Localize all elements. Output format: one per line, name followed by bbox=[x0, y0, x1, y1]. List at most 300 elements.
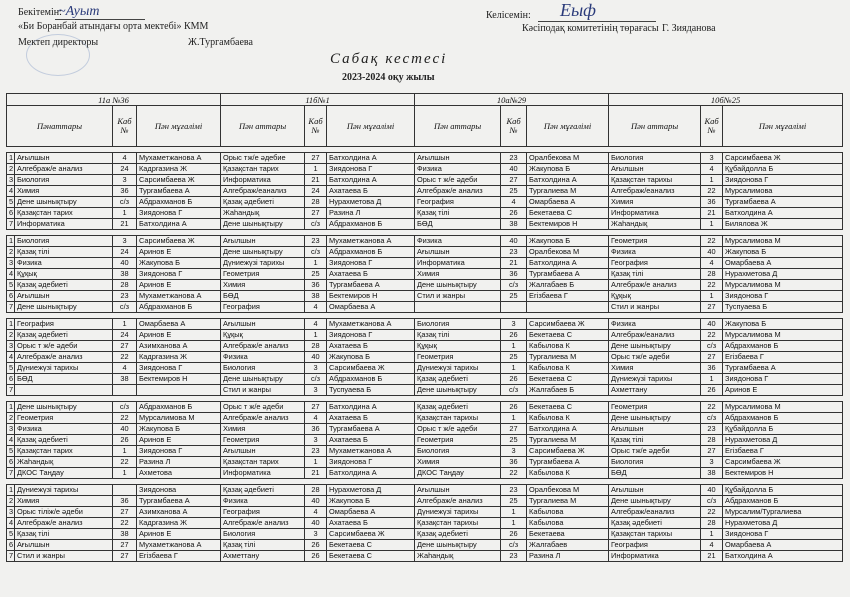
schedule-cell: Химия bbox=[609, 363, 701, 374]
room-cell: 22 bbox=[113, 413, 137, 424]
schedule-cell: БӨД bbox=[221, 291, 305, 302]
room-cell: 22 bbox=[113, 457, 137, 468]
schedule-cell: Дүниежүзі тарихы bbox=[15, 485, 113, 496]
room-cell: 27 bbox=[501, 424, 527, 435]
schedule-cell: Абдрахманов Б bbox=[723, 341, 843, 352]
schedule-cell: Биология bbox=[221, 529, 305, 540]
schedule-cell: География bbox=[221, 507, 305, 518]
union-label: Кәсіподақ комитетінің төрағасы bbox=[522, 23, 659, 34]
schedule-cell: Алгебраж/е анализ bbox=[15, 164, 113, 175]
schedule-cell: Зиядонова Г bbox=[723, 374, 843, 385]
schedule-cell: Ахатаева Б bbox=[327, 186, 415, 197]
schedule-cell: Ахатаева Б bbox=[327, 341, 415, 352]
room-cell: 3 bbox=[501, 319, 527, 330]
room-cell: 3 bbox=[113, 175, 137, 186]
schedule-cell: Бекетаева С bbox=[527, 208, 609, 219]
lesson-row bbox=[7, 435, 843, 446]
lesson-number: 1 bbox=[7, 236, 15, 247]
schedule-cell: Егізбаева Г bbox=[723, 352, 843, 363]
room-cell: 22 bbox=[701, 186, 723, 197]
schedule-cell: Қазақстан тарих bbox=[221, 164, 305, 175]
lesson-row bbox=[7, 341, 843, 352]
schedule-cell: Омарбаева А bbox=[327, 507, 415, 518]
room-cell: 26 bbox=[701, 385, 723, 396]
room-cell: 27 bbox=[305, 153, 327, 164]
room-cell: 23 bbox=[305, 446, 327, 457]
room-cell: 3 bbox=[501, 446, 527, 457]
schedule-cell: Абдрахманов Б bbox=[723, 413, 843, 424]
schedule-cell: Дене шынықтыру bbox=[15, 302, 113, 313]
room-cell: с/з bbox=[305, 247, 327, 258]
lesson-row bbox=[7, 446, 843, 457]
schedule-cell: Абдрахманов Б bbox=[137, 302, 221, 313]
schedule-cell: Информатика bbox=[609, 551, 701, 562]
schedule-cell: Мурсалимова М bbox=[137, 413, 221, 424]
schedule-cell: Бекетаева С bbox=[327, 551, 415, 562]
schedule-cell: Батхолдина А bbox=[137, 219, 221, 230]
lesson-row bbox=[7, 385, 843, 396]
room-cell: 25 bbox=[305, 269, 327, 280]
schedule-cell: Қазақстан тарихы bbox=[609, 529, 701, 540]
schedule-cell: Нурахметова Д bbox=[723, 269, 843, 280]
lesson-row bbox=[7, 457, 843, 468]
room-cell: 28 bbox=[701, 518, 723, 529]
schedule-cell: Тургамбаева А bbox=[327, 280, 415, 291]
room-cell: 27 bbox=[501, 175, 527, 186]
schedule-cell: БӨД bbox=[609, 468, 701, 479]
room-cell: 3 bbox=[701, 153, 723, 164]
lesson-row bbox=[7, 197, 843, 208]
schedule-cell: Бектемиров Н bbox=[327, 291, 415, 302]
schedule-cell: Абдрахманов Б bbox=[327, 219, 415, 230]
schedule-cell: Ахметтану bbox=[221, 551, 305, 562]
schedule-cell bbox=[137, 385, 221, 396]
schedule-cell: Кадргазина Ж bbox=[137, 164, 221, 175]
schedule-cell: Орыс т ж/е әдеби bbox=[221, 402, 305, 413]
schedule-cell: Жалгабаев bbox=[527, 540, 609, 551]
room-cell: 23 bbox=[501, 485, 527, 496]
room-cell: 26 bbox=[501, 529, 527, 540]
lesson-row bbox=[7, 352, 843, 363]
room-cell bbox=[501, 302, 527, 313]
room-cell: 4 bbox=[305, 413, 327, 424]
schedule-cell: Қазақ әдебиеті bbox=[221, 197, 305, 208]
schedule-cell: Батхолдина А bbox=[527, 424, 609, 435]
room-cell: 24 bbox=[113, 330, 137, 341]
schedule-cell: Қазақ әдебиеті bbox=[15, 435, 113, 446]
schedule-cell: Ахатаева Б bbox=[327, 518, 415, 529]
room-cell: 22 bbox=[501, 468, 527, 479]
schedule-cell: Туспуаева Б bbox=[327, 385, 415, 396]
schedule-cell: Жакупова Б bbox=[327, 496, 415, 507]
room-cell: с/з bbox=[113, 302, 137, 313]
lesson-row bbox=[7, 269, 843, 280]
schedule-cell: Туспуаева Б bbox=[723, 302, 843, 313]
schedule-cell: Батхолдина А bbox=[327, 175, 415, 186]
room-cell: 4 bbox=[305, 507, 327, 518]
schedule-cell: Зиядонова Г bbox=[137, 208, 221, 219]
schedule-cell: Аринов Е bbox=[723, 385, 843, 396]
lesson-row bbox=[7, 485, 843, 496]
schedule-cell: Қазақстан тарих bbox=[221, 457, 305, 468]
schedule-cell: Қазақ әдебиеті bbox=[15, 280, 113, 291]
room-cell: 28 bbox=[305, 485, 327, 496]
room-cell: 24 bbox=[113, 164, 137, 175]
lesson-number: 5 bbox=[7, 197, 15, 208]
room-cell: 40 bbox=[305, 518, 327, 529]
col-subject: Пәнаттары bbox=[7, 106, 113, 147]
room-cell: 1 bbox=[701, 529, 723, 540]
schedule-cell: Информатика bbox=[221, 175, 305, 186]
schedule-cell: Билялова Ж bbox=[723, 219, 843, 230]
schedule-cell: Мухаметжанова А bbox=[327, 319, 415, 330]
schedule-cell: Тургамбаева А bbox=[723, 197, 843, 208]
col-subject: Пән аттары bbox=[609, 106, 701, 147]
schedule-cell: Жаһандық bbox=[15, 457, 113, 468]
schedule-cell: Тургамбаева А bbox=[327, 424, 415, 435]
room-cell: с/з bbox=[113, 197, 137, 208]
room-cell: 27 bbox=[701, 302, 723, 313]
room-cell: 1 bbox=[305, 258, 327, 269]
schedule-cell: Стил и жанры bbox=[221, 385, 305, 396]
schedule-cell: География bbox=[415, 197, 501, 208]
room-cell: 36 bbox=[113, 186, 137, 197]
school-name: «Би Боранбай атындағы орта мектебі» КММ bbox=[18, 21, 209, 32]
schedule-cell: Дене шынықтыру bbox=[221, 247, 305, 258]
schedule-cell: Химия bbox=[415, 457, 501, 468]
schedule-cell: Орыс тж/е әдеби bbox=[609, 352, 701, 363]
schedule-cell: Ағылшын bbox=[415, 153, 501, 164]
room-cell: 26 bbox=[305, 540, 327, 551]
schedule-cell: Абдрахманов Б bbox=[723, 496, 843, 507]
schedule-cell: Ағылшын bbox=[609, 424, 701, 435]
schedule-cell: Зиядонова Г bbox=[327, 164, 415, 175]
timetable bbox=[6, 93, 843, 562]
room-cell: 1 bbox=[501, 413, 527, 424]
room-cell: 22 bbox=[701, 280, 723, 291]
lesson-row bbox=[7, 247, 843, 258]
schedule-cell: Батхолдина А bbox=[327, 402, 415, 413]
room-cell: 22 bbox=[701, 402, 723, 413]
schedule-cell: Құбайдолла Б bbox=[723, 485, 843, 496]
schedule-cell: Ағылшын bbox=[15, 291, 113, 302]
column-header-row bbox=[7, 106, 843, 147]
schedule-cell: Тургалиева М bbox=[527, 496, 609, 507]
room-cell: 3 bbox=[305, 363, 327, 374]
room-cell: 23 bbox=[701, 424, 723, 435]
schedule-cell: Жакупова Б bbox=[527, 164, 609, 175]
lesson-row bbox=[7, 540, 843, 551]
room-cell: 21 bbox=[305, 175, 327, 186]
schedule-cell: Физика bbox=[609, 319, 701, 330]
lesson-number: 6 bbox=[7, 457, 15, 468]
room-cell: 36 bbox=[305, 424, 327, 435]
class-header-row bbox=[7, 94, 843, 106]
schedule-cell: География bbox=[221, 302, 305, 313]
lesson-row bbox=[7, 402, 843, 413]
room-cell: 23 bbox=[501, 153, 527, 164]
room-cell: 1 bbox=[701, 374, 723, 385]
schedule-cell: Қазақ тілі bbox=[609, 269, 701, 280]
schedule-cell: Бекетаева С bbox=[327, 540, 415, 551]
schedule-cell: Дүниежүзі тарихы bbox=[415, 507, 501, 518]
room-cell: 21 bbox=[701, 551, 723, 562]
lesson-number: 7 bbox=[7, 468, 15, 479]
room-cell: 3 bbox=[305, 385, 327, 396]
lesson-number: 3 bbox=[7, 424, 15, 435]
schedule-cell: Бекетаева bbox=[527, 529, 609, 540]
schedule-cell: ДКОС Таңдау bbox=[15, 468, 113, 479]
col-cab: Каб № bbox=[501, 106, 527, 147]
room-cell: с/з bbox=[305, 219, 327, 230]
schedule-cell: Физика bbox=[415, 236, 501, 247]
schedule-cell: Алгебраж/е анализ bbox=[221, 413, 305, 424]
room-cell: 40 bbox=[305, 352, 327, 363]
schedule-cell: Сарсимбаева Ж bbox=[723, 457, 843, 468]
schedule-cell: Физика bbox=[415, 164, 501, 175]
room-cell: 24 bbox=[305, 186, 327, 197]
room-cell: 1 bbox=[501, 341, 527, 352]
room-cell: 23 bbox=[501, 247, 527, 258]
schedule-cell: Дүниежүзі тарихы bbox=[15, 363, 113, 374]
schedule-cell: Мухаметжанова А bbox=[137, 291, 221, 302]
room-cell: 1 bbox=[113, 208, 137, 219]
room-cell: 25 bbox=[501, 291, 527, 302]
lesson-number: 3 bbox=[7, 341, 15, 352]
room-cell: 22 bbox=[701, 507, 723, 518]
schedule-cell: Сарсимбаева Ж bbox=[327, 363, 415, 374]
schedule-cell: Алгебраж/е анализ bbox=[415, 186, 501, 197]
schedule-cell: Зиядонова Г bbox=[137, 363, 221, 374]
schedule-cell: Құқық bbox=[15, 269, 113, 280]
schedule-cell: БӨД bbox=[415, 219, 501, 230]
room-cell: 38 bbox=[305, 291, 327, 302]
room-cell: 40 bbox=[113, 424, 137, 435]
col-teacher: Пән мұғалімі bbox=[527, 106, 609, 147]
schedule-cell: Биология bbox=[221, 363, 305, 374]
room-cell: 21 bbox=[305, 468, 327, 479]
schedule-cell: Нурахметова Д bbox=[723, 435, 843, 446]
room-cell: 38 bbox=[701, 468, 723, 479]
schedule-cell: Жакупова Б bbox=[723, 247, 843, 258]
schedule-cell: Мурсалимова bbox=[723, 186, 843, 197]
col-cab: Каб № bbox=[305, 106, 327, 147]
room-cell: 28 bbox=[305, 197, 327, 208]
schedule-cell: ДКОС Таңдау bbox=[415, 468, 501, 479]
lesson-row bbox=[7, 496, 843, 507]
schedule-cell: Стил и жанры bbox=[15, 551, 113, 562]
room-cell: 26 bbox=[501, 208, 527, 219]
room-cell: 21 bbox=[701, 208, 723, 219]
schedule-cell: Тургамбаева А bbox=[137, 186, 221, 197]
schedule-cell: Ағылшын bbox=[15, 540, 113, 551]
schedule-cell: Қазақ әдебиеті bbox=[221, 485, 305, 496]
room-cell: 3 bbox=[113, 236, 137, 247]
room-cell: 27 bbox=[113, 341, 137, 352]
lesson-row bbox=[7, 507, 843, 518]
lesson-row bbox=[7, 208, 843, 219]
schedule-cell: Химия bbox=[415, 269, 501, 280]
schedule-cell: Қазақ әдебиеті bbox=[415, 374, 501, 385]
schedule-cell: Батхолдина А bbox=[723, 208, 843, 219]
room-cell: 38 bbox=[113, 374, 137, 385]
col-cab: Каб № bbox=[701, 106, 723, 147]
schedule-cell: Қазақ тілі bbox=[415, 208, 501, 219]
schedule-cell: Геометрия bbox=[221, 435, 305, 446]
schedule-cell: Ағылшын bbox=[415, 485, 501, 496]
class-header: 10а№29 bbox=[415, 94, 609, 106]
schedule-cell: Сарсимбаева Ж bbox=[137, 175, 221, 186]
room-cell: 27 bbox=[701, 446, 723, 457]
schedule-cell: Қазақ тілі bbox=[15, 247, 113, 258]
room-cell: 27 bbox=[113, 507, 137, 518]
lesson-row bbox=[7, 363, 843, 374]
schedule-cell: Физика bbox=[221, 496, 305, 507]
room-cell: 1 bbox=[501, 518, 527, 529]
schedule-cell: Дене шынықтыру bbox=[415, 280, 501, 291]
col-teacher: Пән мұғалімі bbox=[723, 106, 843, 147]
schedule-cell: Алгебраж/е анализ bbox=[415, 496, 501, 507]
room-cell: 27 bbox=[305, 208, 327, 219]
room-cell: 25 bbox=[501, 186, 527, 197]
schedule-cell: Жакупова Б bbox=[137, 424, 221, 435]
schedule-cell: Ахатаева Б bbox=[327, 413, 415, 424]
schedule-cell: Жакупова Б bbox=[327, 352, 415, 363]
schedule-cell: Егізбаева Г bbox=[527, 291, 609, 302]
union-signature: Еыф bbox=[560, 0, 596, 20]
lesson-number: 5 bbox=[7, 446, 15, 457]
schedule-cell: Разина Л bbox=[137, 457, 221, 468]
schedule-cell: Геометрия bbox=[415, 435, 501, 446]
schedule-cell: Құбайдолла Б bbox=[723, 164, 843, 175]
schedule-cell: Геометрия bbox=[15, 413, 113, 424]
schedule-cell: Кабылова bbox=[527, 518, 609, 529]
room-cell: 4 bbox=[113, 363, 137, 374]
schedule-cell: Жаһандық bbox=[609, 219, 701, 230]
room-cell: 1 bbox=[305, 164, 327, 175]
room-cell: 27 bbox=[113, 540, 137, 551]
schedule-cell: Ахметтану bbox=[609, 385, 701, 396]
room-cell: 22 bbox=[113, 518, 137, 529]
schedule-cell: Дене шынықтыру bbox=[609, 496, 701, 507]
lesson-number: 2 bbox=[7, 330, 15, 341]
room-cell: с/з bbox=[305, 374, 327, 385]
union-name: Г. Зияданова bbox=[662, 23, 716, 34]
schedule-cell: Қазақ әдебиеті bbox=[15, 330, 113, 341]
room-cell: 28 bbox=[701, 269, 723, 280]
room-cell: 25 bbox=[501, 352, 527, 363]
signature-line-left bbox=[55, 19, 145, 20]
schedule-cell: Қазақ тілі bbox=[221, 540, 305, 551]
schedule-cell: Химия bbox=[221, 280, 305, 291]
room-cell: 4 bbox=[501, 197, 527, 208]
schedule-cell: Бекетаева С bbox=[527, 374, 609, 385]
schedule-cell: Кабылова К bbox=[527, 468, 609, 479]
room-cell: 40 bbox=[701, 319, 723, 330]
schedule-cell: Мурсалимова М bbox=[723, 236, 843, 247]
schedule-cell: Зиядонова Г bbox=[327, 258, 415, 269]
schedule-cell: Сарсимбаева Ж bbox=[527, 446, 609, 457]
schedule-cell: Батхолдина А bbox=[327, 153, 415, 164]
schedule-cell: Батхолдина А bbox=[527, 258, 609, 269]
schedule-cell: Қазақ тілі bbox=[415, 330, 501, 341]
lesson-number: 7 bbox=[7, 219, 15, 230]
class-header: 11а №36 bbox=[7, 94, 221, 106]
schedule-cell: Нурахметова Д bbox=[327, 197, 415, 208]
lesson-number: 3 bbox=[7, 258, 15, 269]
schedule-cell: Дене шынықтыру bbox=[609, 413, 701, 424]
schedule-cell: Ағылшын bbox=[415, 247, 501, 258]
room-cell: 26 bbox=[113, 435, 137, 446]
approved-label: Бекітемін: bbox=[18, 7, 62, 18]
schedule-cell: Зиядонова Г bbox=[723, 291, 843, 302]
schedule-cell: Алгебраж/е анализ bbox=[609, 280, 701, 291]
schedule-cell: Ағылшын bbox=[221, 236, 305, 247]
schedule-cell: Нурахметова Д bbox=[723, 518, 843, 529]
schedule-cell: Қазақстан тарихы bbox=[415, 413, 501, 424]
schedule-cell: Орыс тж/е әдебие bbox=[221, 153, 305, 164]
lesson-number: 2 bbox=[7, 413, 15, 424]
lesson-number: 5 bbox=[7, 363, 15, 374]
lesson-row bbox=[7, 258, 843, 269]
lesson-row bbox=[7, 319, 843, 330]
room-cell: 28 bbox=[701, 435, 723, 446]
schedule-cell: Құқық bbox=[415, 341, 501, 352]
schedule-cell: Химия bbox=[15, 496, 113, 507]
schedule-cell: Тургамбаева А bbox=[527, 457, 609, 468]
schedule-cell: Ағылшын bbox=[609, 485, 701, 496]
schedule-cell: Дене шынықтыру bbox=[415, 540, 501, 551]
room-cell: 1 bbox=[701, 291, 723, 302]
lesson-number: 6 bbox=[7, 208, 15, 219]
schedule-cell: Орыс т ж/е әдеби bbox=[415, 424, 501, 435]
schedule-cell: Құбайдолла Б bbox=[723, 424, 843, 435]
schedule-cell: Кадргазина Ж bbox=[137, 352, 221, 363]
schedule-cell: Алгебраж/е анализ bbox=[15, 352, 113, 363]
lesson-number: 2 bbox=[7, 496, 15, 507]
agreed-label: Келісемін: bbox=[486, 10, 531, 21]
schedule-cell: Мурсалимова М bbox=[723, 330, 843, 341]
schedule-cell: Геометрия bbox=[415, 352, 501, 363]
schedule-cell: Ахатаева Б bbox=[327, 269, 415, 280]
schedule-cell: Батхолдина А bbox=[527, 175, 609, 186]
room-cell: 36 bbox=[501, 457, 527, 468]
schedule-cell: Омарбаева А bbox=[723, 540, 843, 551]
room-cell: с/з bbox=[501, 385, 527, 396]
room-cell: 36 bbox=[701, 197, 723, 208]
schedule-cell: Зиядонова Г bbox=[137, 446, 221, 457]
schedule-cell: Жаһандық bbox=[221, 208, 305, 219]
schedule-cell: Жалгабаев Б bbox=[527, 385, 609, 396]
room-cell: 27 bbox=[113, 551, 137, 562]
room-cell: 21 bbox=[113, 219, 137, 230]
schedule-cell: Дене шынықтыру bbox=[15, 402, 113, 413]
schedule-cell: Мухаметжанова А bbox=[137, 153, 221, 164]
lesson-number: 4 bbox=[7, 352, 15, 363]
schedule-cell: Тургалиева М bbox=[527, 352, 609, 363]
schedule-cell: Мурсалимова М bbox=[723, 280, 843, 291]
schedule-cell: Тургалиева М bbox=[527, 186, 609, 197]
schedule-cell: Геометрия bbox=[221, 269, 305, 280]
schedule-cell: Құқық bbox=[609, 291, 701, 302]
schedule-cell: Абдрахманов Б bbox=[327, 247, 415, 258]
schedule-cell: Мурсалим/Тургалиева bbox=[723, 507, 843, 518]
room-cell: 22 bbox=[701, 330, 723, 341]
lesson-number: 1 bbox=[7, 485, 15, 496]
room-cell: 26 bbox=[501, 374, 527, 385]
room-cell bbox=[113, 485, 137, 496]
schedule-cell: Геометрия bbox=[609, 236, 701, 247]
